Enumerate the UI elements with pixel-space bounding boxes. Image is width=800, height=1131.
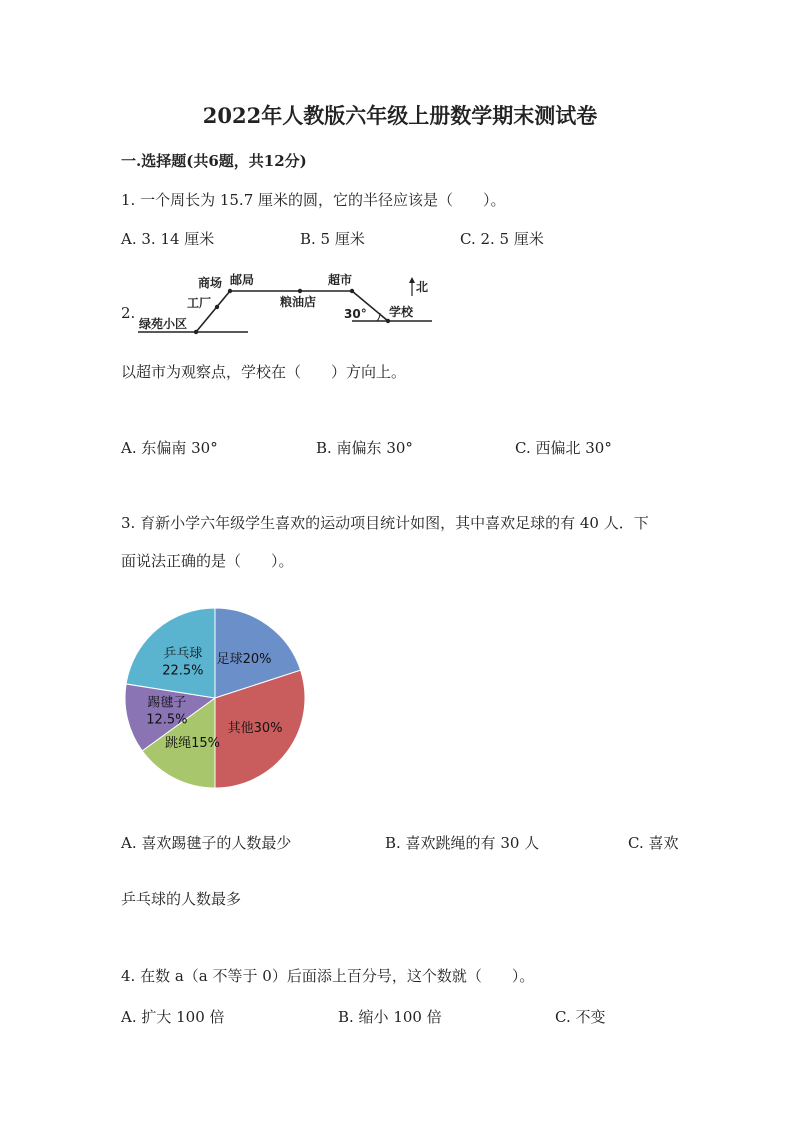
map-point (194, 330, 198, 334)
pie-label-football: 足球20% (216, 651, 272, 667)
section-heading: 一.选择题(共6题，共12分) (121, 152, 307, 170)
pie-sublabel-shuttlecock: 12.5% (146, 712, 188, 728)
q4-option-a: A. 扩大 100 倍 (121, 1008, 225, 1026)
pie-chart (120, 603, 310, 793)
pie-label-table-tennis: 乒乓球 (163, 646, 203, 662)
q3-option-c: C. 喜欢 (628, 834, 679, 852)
map-point (386, 319, 390, 323)
map-label-mall: 商场 (198, 276, 223, 290)
route-map-diagram (130, 268, 440, 340)
map-label-supermarket: 超市 (328, 273, 353, 287)
q3-option-a: A. 喜欢踢毽子的人数最少 (121, 834, 292, 852)
q1-option-b: B. 5 厘米 (300, 230, 365, 248)
north-arrow-head (409, 277, 415, 283)
q2-stem: 以超市为观察点，学校在（ ）方向上。 (121, 363, 407, 381)
q1-stem: 1. 一个周长为 15.7 厘米的圆，它的半径应该是（ ）。 (121, 191, 506, 209)
map-point (298, 289, 302, 293)
q1-option-a: A. 3. 14 厘米 (121, 230, 215, 248)
q4-stem: 4. 在数 a（a 不等于 0）后面添上百分号，这个数就（ ）。 (121, 967, 535, 985)
pie-sublabel-table-tennis: 22.5% (162, 663, 204, 679)
q3-option-b: B. 喜欢跳绳的有 30 人 (385, 834, 540, 852)
q2-option-b: B. 南偏东 30° (316, 439, 413, 457)
page-title: 2022年人教版六年级上册数学期末测试卷 (202, 103, 598, 128)
map-label-angle: 30° (344, 307, 367, 321)
q2-option-c: C. 西偏北 30° (515, 439, 612, 457)
map-label-grain-store: 粮油店 (280, 295, 317, 309)
q2-number: 2. (121, 304, 136, 322)
pie-label-shuttlecock: 踢毽子 (147, 695, 187, 711)
q4-option-c: C. 不变 (555, 1008, 606, 1026)
map-label-post-office: 邮局 (230, 273, 255, 287)
map-point (350, 289, 354, 293)
pie-label-rope-skipping: 跳绳15% (165, 736, 220, 752)
q1-option-c: C. 2. 5 厘米 (460, 230, 544, 248)
q3-stem-line1: 3. 育新小学六年级学生喜欢的运动项目统计如图，其中喜欢足球的有 40 人．下 (121, 514, 649, 532)
map-label-community: 绿苑小区 (139, 317, 188, 331)
map-point (215, 305, 219, 309)
map-label-school: 学校 (389, 305, 414, 319)
angle-arc (377, 313, 380, 321)
map-label-factory: 工厂 (187, 296, 212, 310)
map-point (228, 289, 232, 293)
q4-option-b: B. 缩小 100 倍 (338, 1008, 442, 1026)
map-label-north: 北 (416, 280, 429, 294)
q2-option-a: A. 东偏南 30° (121, 439, 218, 457)
q3-stem-line2: 面说法正确的是（ ）。 (121, 552, 294, 570)
q3-option-c-continued: 乒乓球的人数最多 (121, 890, 242, 908)
pie-label-other: 其他30% (227, 721, 283, 737)
